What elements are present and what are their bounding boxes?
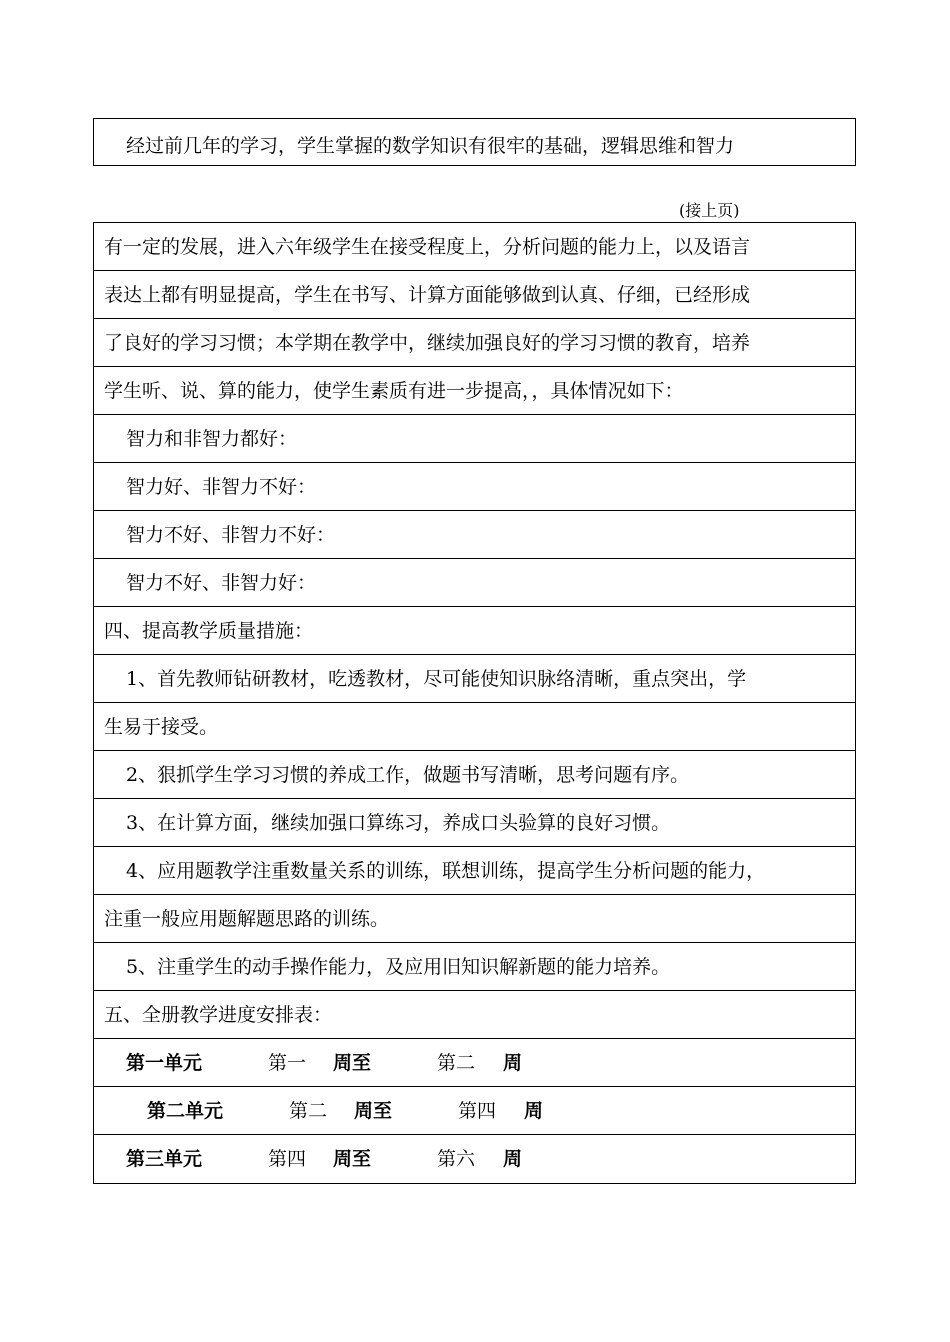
schedule-week-suffix: 周: [524, 1100, 544, 1122]
schedule-row: [94, 1087, 855, 1135]
table-row: [94, 703, 855, 751]
row-text: 1、首先教师钻研教材，吃透教材，尽可能使知识脉络清晰，重点突出，学: [126, 668, 747, 690]
table-row: [94, 367, 855, 415]
schedule-start-week: 第一: [268, 1052, 307, 1074]
section-heading-row: [94, 607, 855, 655]
schedule-unit: 第一单元: [126, 1052, 203, 1074]
section-heading: 四、提高教学质量措施：: [104, 620, 314, 642]
schedule-row: [94, 1039, 855, 1087]
row-text: 4、应用题教学注重数量关系的训练，联想训练，提高学生分析问题的能力，: [126, 860, 766, 882]
row-text: 智力好、非智力不好：: [126, 476, 317, 498]
schedule-start-week: 第四: [268, 1148, 307, 1170]
schedule-to: 周至: [354, 1100, 393, 1122]
row-text: 3、在计算方面，继续加强口算练习，养成口头验算的良好习惯。: [126, 812, 671, 834]
row-text: 5、注重学生的动手操作能力，及应用旧知识解新题的能力培养。: [126, 956, 671, 978]
previous-page-box: [93, 118, 856, 166]
row-text: 2、狠抓学生学习习惯的养成工作，做题书写清晰，思考问题有序。: [126, 764, 690, 786]
schedule-end-week: 第四: [458, 1100, 497, 1122]
section-heading-row: [94, 991, 855, 1039]
table-row: [94, 559, 855, 607]
table-row: [94, 223, 855, 271]
row-text: 了良好的学习习惯；本学期在教学中，继续加强良好的学习习惯的教育，培养: [104, 332, 751, 354]
row-text: 有一定的发展，进入六年级学生在接受程度上，分析问题的能力上，以及语言: [104, 236, 751, 258]
row-text: 注重一般应用题解题思路的训练。: [104, 908, 390, 930]
schedule-row: [94, 1135, 855, 1183]
row-text: 生易于接受。: [104, 716, 219, 738]
table-row: [94, 847, 855, 895]
schedule-week-suffix: 周: [503, 1052, 523, 1074]
table-row: [94, 799, 855, 847]
previous-page-text: 经过前几年的学习，学生掌握的数学知识有很牢的基础，逻辑思维和智力: [126, 135, 735, 157]
schedule-to: 周至: [333, 1052, 372, 1074]
row-text: 智力不好、非智力不好：: [126, 524, 336, 546]
row-text: 智力和非智力都好：: [126, 428, 298, 450]
row-text: 表达上都有明显提高，学生在书写、计算方面能够做到认真、仔细，已经形成: [104, 284, 751, 306]
row-text: 智力不好、非智力好：: [126, 572, 317, 594]
continued-label: (接上页): [679, 201, 740, 220]
table-row: [94, 943, 855, 991]
table-row: [94, 463, 855, 511]
table-row: [94, 751, 855, 799]
schedule-unit: 第二单元: [147, 1100, 224, 1122]
schedule-unit: 第三单元: [126, 1148, 203, 1170]
schedule-end-week: 第二: [437, 1052, 476, 1074]
schedule-start-week: 第二: [289, 1100, 328, 1122]
section-heading: 五、全册教学进度安排表：: [104, 1004, 333, 1026]
table-row: [94, 895, 855, 943]
table-row: [94, 655, 855, 703]
table-row: [94, 415, 855, 463]
table-row: [94, 271, 855, 319]
row-text: 学生听、说、算的能力，使学生素质有进一步提高，，具体情况如下：: [104, 380, 684, 402]
schedule-to: 周至: [333, 1148, 372, 1170]
plan-table: [93, 222, 856, 1184]
schedule-end-week: 第六: [437, 1148, 476, 1170]
table-row: [94, 511, 855, 559]
schedule-week-suffix: 周: [503, 1148, 523, 1170]
table-row: [94, 319, 855, 367]
